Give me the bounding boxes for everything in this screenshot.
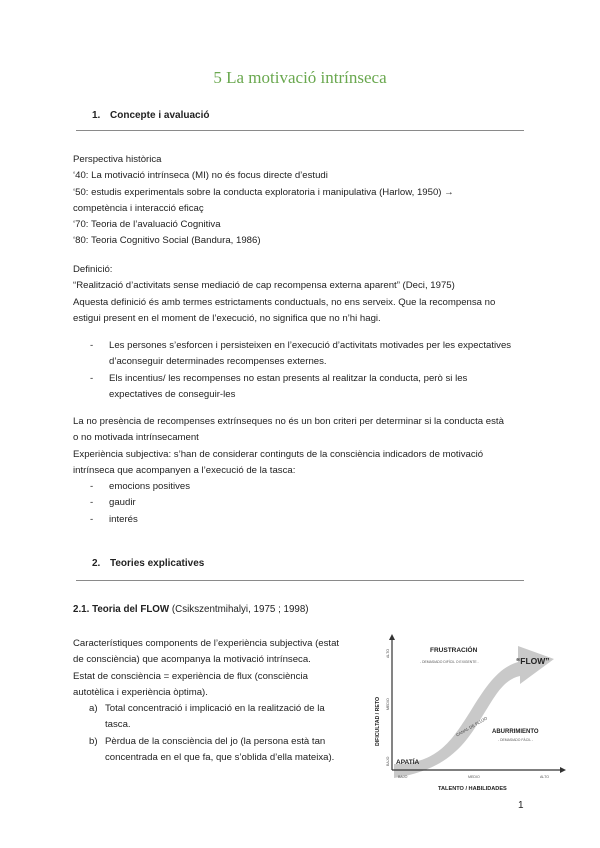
list-letter: a) — [89, 703, 98, 715]
list-item-text: Les persones s’esforcen i persisteixen en l’execució d’activitats motivades per les expectatives — [109, 340, 512, 351]
frustration-sublabel: - DEMASIADO DIFÍCIL O EXIGENTE - — [420, 660, 479, 664]
external-reward-list — [90, 338, 540, 403]
list-bullet: - — [90, 513, 94, 525]
history-heading: Perspectiva històrica — [73, 154, 162, 165]
flow-diagram — [368, 628, 568, 798]
list-item — [90, 479, 390, 495]
subsection-title: 2.1. Teoria del FLOW — [73, 604, 170, 615]
history-line: ‘50: estudis experimentals sobre la conducta exploratoria i manipulativa (Harlow, 1950) → — [73, 186, 454, 198]
frustration-label: FRUSTRACIÓN — [430, 647, 478, 654]
list-letter: b) — [89, 735, 98, 747]
definition-line: “Realització d’activitats sense mediació de cap recompensa externa aparent” (Deci, 1975) — [73, 280, 455, 292]
list-item — [90, 338, 540, 371]
definition-line: estigui present en el moment de l’execució, no significa que no n’hi hagi. — [73, 312, 381, 324]
section-heading-teories — [92, 558, 204, 569]
y-tick-mid: MEDIO — [386, 698, 390, 710]
x-tick-low: BAJO — [398, 775, 408, 779]
channel-label: CANAL DE FLUJO — [455, 715, 489, 738]
flow-label: “FLOW” — [516, 656, 550, 666]
x-tick-high: ALTO — [540, 775, 550, 779]
list-item-text: d’aconseguir determinades recompenses externes. — [109, 356, 327, 368]
list-item-text: expectatives de conseguir-les — [109, 388, 236, 400]
history-line: ‘70: Teoria de l’avaluació Cognitiva — [73, 219, 221, 231]
list-item — [90, 512, 390, 528]
list-item-text: gaudir — [109, 497, 136, 509]
section-number: 1. — [92, 110, 101, 121]
section-divider — [76, 130, 524, 131]
list-item — [73, 734, 361, 767]
flow-text-line: autotèlica i experiència òptima). — [73, 686, 208, 698]
history-line: ‘80: Teoria Cognitivo Social (Bandura, 1986) — [73, 235, 261, 247]
definition-heading: Definició: — [73, 264, 113, 275]
y-axis-arrowhead — [389, 634, 395, 640]
y-tick-high: ALTO — [386, 648, 390, 658]
history-line: ‘40: La motivació intrínseca (MI) no és focus directe d’estudi — [73, 170, 328, 182]
flow-text-line: Estat de consciència = experiència de flux (consciència — [73, 670, 308, 682]
apathy-label: APATÍA — [396, 759, 420, 766]
flow-text-line: de consciència) que acompanya la motivació intrínseca. — [73, 654, 311, 666]
flow-description — [73, 636, 361, 766]
x-tick-mid: MEDIO — [468, 775, 480, 779]
list-item — [90, 495, 390, 511]
list-item-text: Pèrdua de la consciència del jo (la persona està tan — [105, 735, 326, 747]
section-title: Teories explicatives — [110, 558, 205, 569]
list-bullet: - — [90, 481, 94, 492]
list-item — [90, 371, 540, 404]
section-title: Concepte i avaluació — [110, 110, 210, 121]
conclusion-line: Experiència subjectiva: s’han de considerar continguts de la consciència indicadors de motivació — [73, 448, 484, 460]
section-heading-concepte — [92, 110, 209, 121]
list-item-text: concentrada en el que fa, que s’oblida d’ella mateixa). — [105, 752, 335, 764]
subsection-heading-flow — [73, 604, 309, 615]
historical-perspective — [73, 152, 533, 250]
conclusion-line: intrínseca que acompanyen a l’execució de la tasca: — [73, 464, 296, 476]
definition-line: Aquesta definició és amb termes estrictaments conductuals, no ens serveix. Que la recompensa no — [73, 296, 496, 308]
section-number: 2. — [92, 558, 101, 569]
definition-block — [73, 262, 533, 327]
boredom-label: ABURRIMIENTO — [492, 729, 539, 735]
list-item-text: tasca. — [105, 719, 131, 731]
x-axis-arrowhead — [560, 767, 566, 773]
positive-content-list — [90, 479, 390, 528]
list-bullet: - — [90, 497, 94, 509]
list-bullet: - — [90, 340, 94, 351]
y-tick-low: BAJO — [386, 756, 390, 766]
section-divider — [76, 580, 524, 581]
subsection-citation: (Csikszentmihalyi, 1975 ; 1998) — [169, 604, 309, 615]
conclusion-line: o no motivada intrínsecament — [73, 432, 199, 444]
list-item-text: interés — [109, 513, 138, 525]
conclusion-block — [73, 414, 533, 479]
x-axis-title: TALENTO / HABILIDADES — [438, 786, 507, 792]
list-item-text: Els incentius/ les recompenses no estan presents al realitzar la conducta, però si les — [109, 372, 468, 384]
list-item-text: Total concentració i implicació en la realització de la — [105, 703, 325, 715]
history-line: competència i interacció eficaç — [73, 202, 204, 214]
list-bullet: - — [90, 372, 94, 384]
flow-text-line: Característiques components de l’experiència subjectiva (estat — [73, 638, 340, 649]
page-title: 5 La motivació intrínseca — [213, 68, 387, 87]
page-number: 1 — [518, 800, 524, 811]
list-item-text: emocions positives — [109, 481, 191, 492]
flow-characteristics-list — [73, 701, 361, 766]
y-axis-title: DIFICULTAD / RETO — [375, 697, 381, 746]
list-item — [73, 701, 361, 734]
boredom-sublabel: - DEMASIADO FÁCIL - — [498, 738, 533, 742]
conclusion-line: La no presència de recompenses extrínseques no és un bon criteri per determinar si la conducta està — [73, 416, 504, 427]
